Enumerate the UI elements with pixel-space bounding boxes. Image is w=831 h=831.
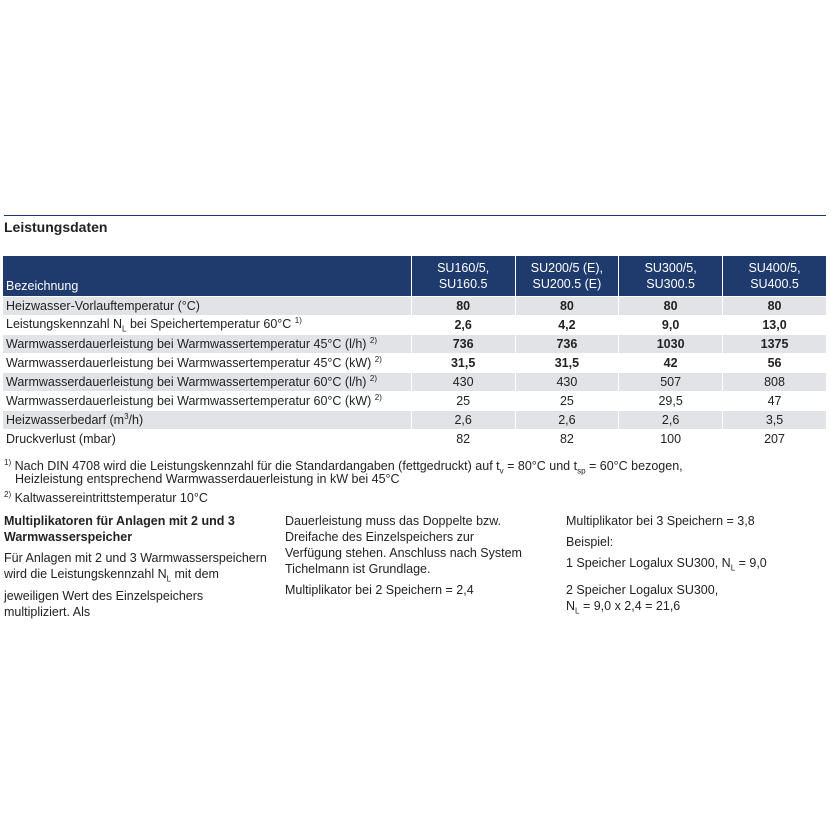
- row-label: Heizwasserbedarf $(m^3/h)$: [3, 411, 411, 429]
- multiplier-2-storage: Multiplikator bei 2 Speichern = 2,4: [285, 583, 474, 597]
- table-cell: 100: [618, 430, 722, 448]
- footnote-2: $^{2)}$ Kaltwassereintrittstemperatur 10°C: [4, 490, 208, 506]
- table-cell: 80: [618, 297, 722, 315]
- header-su300: SU300/5, SU300.5: [618, 256, 722, 296]
- table-row: [3, 354, 826, 372]
- table-cell: 736: [411, 335, 515, 353]
- table-cell: 808: [722, 373, 826, 391]
- header-bezeichnung: Bezeichnung: [3, 256, 411, 296]
- header-su200: SU200/5 (E), SU200.5 (E): [515, 256, 619, 296]
- table-cell: 507: [618, 373, 722, 391]
- table-cell: 31,5: [515, 354, 619, 372]
- table-row: [3, 297, 826, 315]
- table-cell: 736: [515, 335, 619, 353]
- table-row: [3, 430, 826, 448]
- table-row: [3, 373, 826, 391]
- table-header-row: [3, 256, 826, 296]
- header-su400: SU400/5, SU400.5: [722, 256, 826, 296]
- table-row: [3, 411, 826, 429]
- table-cell: 56: [722, 354, 826, 372]
- header-su160: SU160/5, SU160.5: [411, 256, 515, 296]
- table-cell: 1030: [618, 335, 722, 353]
- table-cell: 80: [722, 297, 826, 315]
- footnote-1: $^{1)}$ Nach DIN 4708 wird die Leistungskennzahl für die Standardangaben (fettgedruckt) auf $t_v = 80^\circ C$ und $t_{sp} = 60^\circ C$ bezogen,: [4, 458, 683, 476]
- row-label: Heizwasser-Vorlauftemperatur (°C): [3, 297, 411, 315]
- text-column-2: [285, 513, 525, 603]
- row-label: Warmwasserdauerleistung bei Warmwassertemperatur 45°C (l/h) $^{2)}$: [3, 335, 411, 353]
- row-label: Leistungskennzahl $N_L$ bei Speichertemperatur 60°C $^{1)}$: [3, 316, 411, 334]
- table-cell: 80: [411, 297, 515, 315]
- table-cell: 2,6: [515, 411, 619, 429]
- table-cell: 2,6: [618, 411, 722, 429]
- example-1: 1 Speicher Logalux SU300, $N_L = 9,0$: [566, 556, 767, 573]
- table-cell: 2,6: [411, 411, 515, 429]
- table-row: [3, 392, 826, 410]
- row-label: Warmwasserdauerleistung bei Warmwassertemperatur 60°C (kW) $^{2)}$: [3, 392, 411, 410]
- example-label: Beispiel:: [566, 535, 614, 549]
- continuous-output-paragraph: Dauerleistung muss das Doppelte bzw. Dreifache des Einzelspeichers zur Verfügung stehen. Anschluss nach System Tichelmann ist Grundlage.: [285, 514, 522, 576]
- row-label: Warmwasserdauerleistung bei Warmwassertemperatur 45°C (kW) $^{2)}$: [3, 354, 411, 372]
- table-cell: 9,0: [618, 316, 722, 334]
- section-title: Leistungsdaten: [4, 215, 826, 235]
- table-cell: 82: [515, 430, 619, 448]
- table-cell: 4,2: [515, 316, 619, 334]
- table-cell: 82: [411, 430, 515, 448]
- footnote-1-line-2: Heizleistung entsprechend Warmwasserdauerleistung in kW bei 45°C: [15, 472, 400, 486]
- multiplier-heading: Multiplikatoren für Anlagen mit 2 und 3 Warmwasserspeicher: [4, 514, 235, 544]
- text-column-3: [566, 513, 821, 624]
- table-cell: 207: [722, 430, 826, 448]
- table-cell: 31,5: [411, 354, 515, 372]
- table-cell: 25: [411, 392, 515, 410]
- table-cell: 2,6: [411, 316, 515, 334]
- performance-table: [3, 255, 826, 449]
- table-cell: 42: [618, 354, 722, 372]
- table-row: [3, 316, 826, 334]
- table-cell: 29,5: [618, 392, 722, 410]
- table-cell: 1375: [722, 335, 826, 353]
- table-cell: 430: [515, 373, 619, 391]
- table-cell: 13,0: [722, 316, 826, 334]
- row-label: Warmwasserdauerleistung bei Warmwassertemperatur 60°C (l/h) $^{2)}$: [3, 373, 411, 391]
- table-cell: 3,5: [722, 411, 826, 429]
- table-cell: 47: [722, 392, 826, 410]
- text-column-1: [4, 513, 269, 625]
- table-cell: 80: [515, 297, 619, 315]
- row-label: Druckverlust (mbar): [3, 430, 411, 448]
- table-row: [3, 335, 826, 353]
- table-cell: 25: [515, 392, 619, 410]
- table-cell: 430: [411, 373, 515, 391]
- multiplier-paragraph: Für Anlagen mit 2 und 3 Warmwasserspeichern wird die Leistungskennzahl $N_L$ mit dem jeweiligen Wert des Einzelspeichers multipliziert. Als: [4, 551, 267, 619]
- example-2: 2 Speicher Logalux SU300, $N_L = 9,0$ x 2,4 = 21,6: [566, 582, 719, 615]
- multiplier-3-storage: Multiplikator bei 3 Speichern = 3,8: [566, 514, 755, 528]
